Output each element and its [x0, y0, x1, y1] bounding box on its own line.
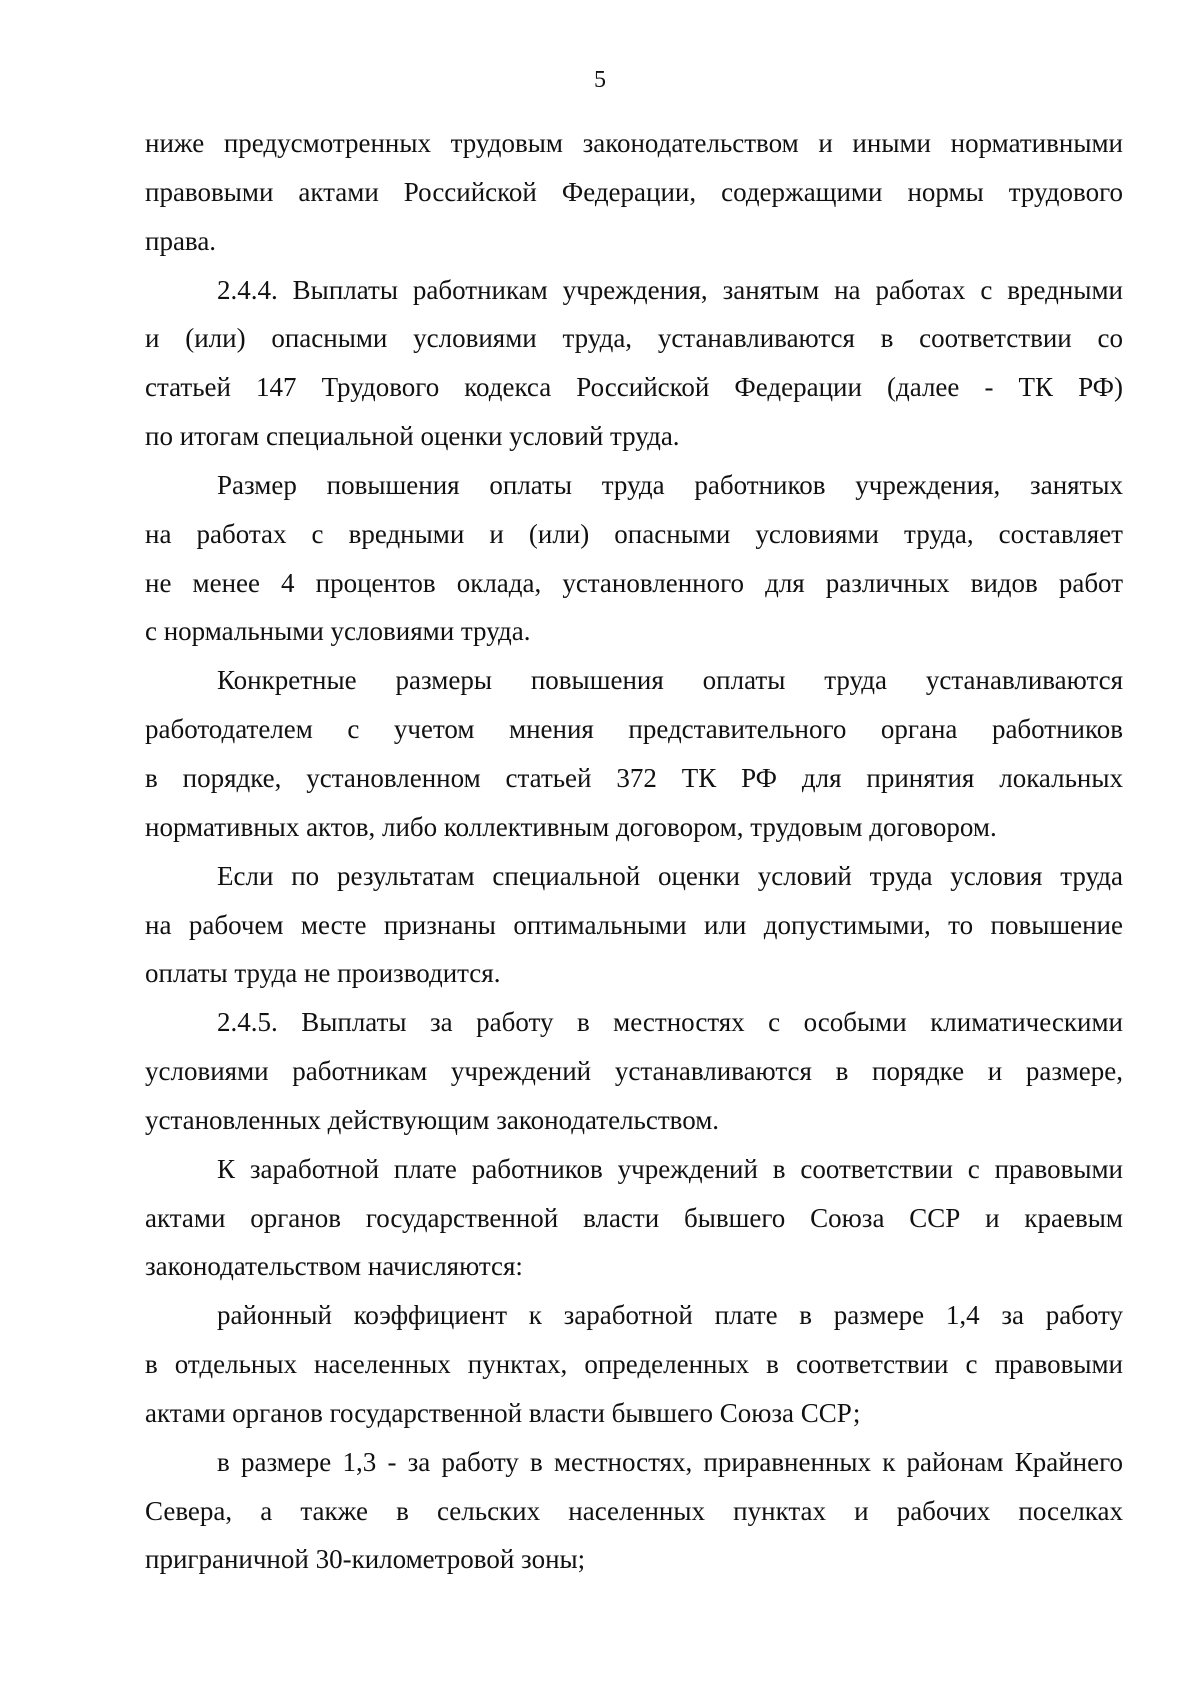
- document-body: [145, 119, 1123, 1584]
- text-line: 2.4.5. Выплаты за работу в местностях с особыми климатическими: [217, 1007, 1123, 1038]
- text-line: нормативных актов, либо коллективным договором, трудовым договором.: [145, 811, 997, 842]
- text-line: 2.4.4. Выплаты работникам учреждения, занятым на работах с вредными: [217, 274, 1123, 305]
- paragraph: [145, 852, 1123, 999]
- text-line: Размер повышения оплаты труда работников учреждения, занятых: [217, 469, 1123, 500]
- paragraph-2-4-4: [145, 266, 1123, 461]
- text-line: работодателем с учетом мнения представительного органа работников: [145, 714, 1123, 745]
- text-line: ниже предусмотренных трудовым законодательством и иными нормативными: [145, 128, 1123, 158]
- paragraph: [145, 1145, 1123, 1292]
- text-line: права.: [145, 225, 217, 256]
- text-line: на рабочем месте признаны оптимальными или допустимыми, то повышение: [145, 909, 1123, 940]
- text-line: условиями работникам учреждений устанавливаются в порядке и размере,: [145, 1056, 1123, 1087]
- text-line: не менее 4 процентов оклада, установленного для различных видов работ: [145, 567, 1123, 598]
- text-line: актами органов государственной власти бывшего Союза ССР и краевым: [145, 1202, 1123, 1233]
- text-line: установленных действующим законодательством.: [145, 1104, 720, 1135]
- text-line: К заработной плате работников учреждений в соответствии с правовыми: [217, 1153, 1123, 1184]
- text-line: приграничной 30-километровой зоны;: [145, 1544, 586, 1575]
- text-line: актами органов государственной власти бывшего Союза ССР;: [145, 1397, 861, 1428]
- text-line: оплаты труда не производится.: [145, 958, 501, 989]
- text-line: с нормальными условиями труда.: [145, 616, 531, 647]
- text-line: статьей 147 Трудового кодекса Российской Федерации (далее - ТК РФ): [145, 372, 1123, 403]
- paragraph: [145, 119, 1123, 266]
- text-line: районный коэффициент к заработной плате в размере 1,4 за работу: [217, 1300, 1123, 1331]
- text-line: в порядке, установленном статьей 372 ТК РФ для принятия локальных: [145, 762, 1123, 793]
- text-line: правовыми актами Российской Федерации, содержащими нормы трудового: [145, 176, 1123, 207]
- paragraph: [145, 1291, 1123, 1438]
- paragraph: [145, 656, 1123, 851]
- text-line: в отдельных населенных пунктах, определенных в соответствии с правовыми: [145, 1349, 1123, 1380]
- text-line: в размере 1,3 - за работу в местностях, приравненных к районам Крайнего: [217, 1446, 1123, 1477]
- text-line: законодательством начисляются:: [145, 1251, 523, 1282]
- paragraph: [145, 461, 1123, 656]
- page-number: 5: [594, 67, 606, 93]
- text-line: Если по результатам специальной оценки условий труда условия труда: [217, 860, 1123, 891]
- text-line: на работах с вредными и (или) опасными условиями труда, составляет: [145, 518, 1123, 549]
- text-line: и (или) опасными условиями труда, устанавливаются в соответствии со: [145, 323, 1123, 354]
- paragraph: [145, 1438, 1123, 1585]
- text-line: Конкретные размеры повышения оплаты труда устанавливаются: [217, 665, 1123, 696]
- paragraph-2-4-5: [145, 998, 1123, 1145]
- text-line: по итогам специальной оценки условий труда.: [145, 421, 680, 452]
- text-line: Севера, а также в сельских населенных пунктах и рабочих поселках: [145, 1495, 1123, 1526]
